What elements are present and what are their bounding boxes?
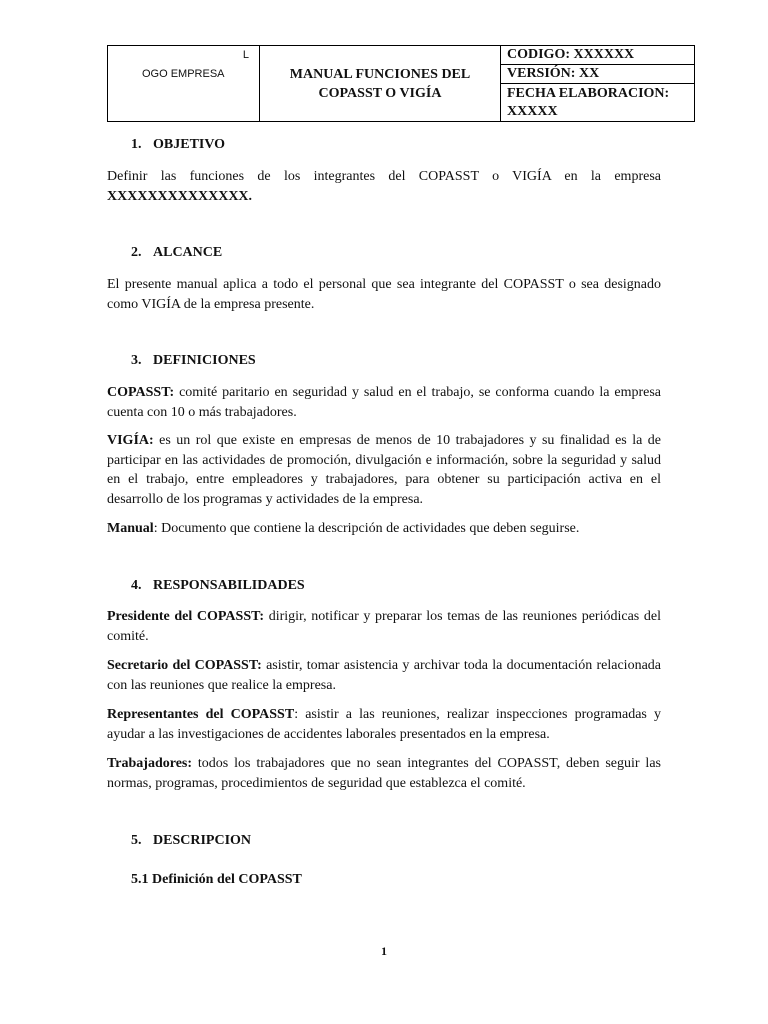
document-date	[501, 84, 695, 122]
logo-text: OGO EMPRESA	[142, 68, 225, 80]
section-number: 3.	[131, 353, 142, 368]
responsibility-text: : asistir a las reuniones, realizar inspecciones programadas y ayudar a las investigaciones de accidentes laborales presentados en la empresa.	[107, 707, 661, 742]
section-number: 4.	[131, 578, 142, 593]
section-number: 5.	[131, 833, 142, 848]
definition-term: COPASST:	[107, 385, 175, 400]
responsibility-text: asistir, tomar asistencia y archivar toda la documentación relacionada con las reuniones que realice la empresa.	[107, 658, 661, 693]
definition-term: Manual	[107, 521, 154, 536]
document-title-line1: MANUAL FUNCIONES DEL	[289, 66, 471, 82]
objetivo-text: Definir las funciones de los integrantes del COPASST o VIGÍA en la empresa	[107, 169, 661, 184]
section-heading-definiciones	[131, 353, 256, 369]
definition-term: VIGÍA:	[107, 433, 154, 448]
document-header-table	[107, 45, 695, 122]
definition-manual	[107, 519, 661, 539]
responsibility-trabajadores	[107, 754, 661, 793]
responsibility-term: Presidente del COPASST:	[107, 609, 265, 624]
responsibility-presidente	[107, 607, 661, 646]
alcance-paragraph: El presente manual aplica a todo el personal que sea integrante del COPASST o sea designado como VIGÍA de la empresa presente.	[107, 277, 661, 312]
logo-letter: L	[242, 49, 249, 61]
section-title: RESPONSABILIDADES	[153, 578, 305, 593]
objetivo-company: XXXXXXXXXXXXXX.	[107, 188, 253, 204]
responsibility-text: todos los trabajadores que no sean integrantes del COPASST, deben seguir las normas, programas, procedimientos de seguridad que establezca el comité.	[107, 756, 661, 791]
definition-text: : Documento que contiene la descripción de actividades que deben seguirse.	[153, 521, 580, 536]
section-title: OBJETIVO	[153, 137, 226, 152]
definition-copasst	[107, 383, 661, 422]
responsibility-term: Trabajadores:	[107, 756, 193, 771]
document-date-value: XXXXX	[507, 103, 558, 119]
document-version: VERSIÓN: XX	[501, 65, 695, 84]
responsibility-term: Representantes del COPASST	[107, 707, 295, 722]
document-title-line2: COPASST O VIGÍA	[318, 85, 442, 101]
section-heading-alcance	[131, 245, 222, 261]
definition-text: comité paritario en seguridad y salud en el trabajo, se conforma cuando la empresa cuenta con 10 o más trabajadores.	[107, 385, 661, 420]
page-number: 1	[381, 944, 387, 958]
section-title: DESCRIPCION	[153, 833, 252, 848]
definition-vigia	[107, 431, 661, 509]
document-date-label: FECHA ELABORACION:	[507, 85, 670, 101]
responsibility-secretario	[107, 656, 661, 695]
responsibility-text: dirigir, notificar y preparar los temas de las reuniones periódicas del comité.	[107, 609, 661, 644]
section-heading-responsabilidades	[131, 578, 305, 594]
responsibility-term: Secretario del COPASST:	[107, 658, 262, 673]
section-heading-descripcion	[131, 833, 251, 849]
section-heading-objetivo	[131, 137, 225, 153]
subsection-heading-definicion-copasst: 5.1 Definición del COPASST	[131, 872, 302, 887]
document-code: CODIGO: XXXXXX	[501, 46, 695, 65]
section-number: 2.	[131, 245, 142, 260]
section-title: DEFINICIONES	[153, 353, 256, 368]
objetivo-paragraph	[107, 167, 661, 206]
document-title	[260, 46, 501, 122]
responsibility-representantes	[107, 705, 661, 744]
section-number: 1.	[131, 137, 142, 152]
logo-placeholder	[108, 46, 260, 122]
definition-text: es un rol que existe en empresas de menos de 10 trabajadores y su finalidad es la de participar en las actividades de promoción, divulgación e información, sobre la seguridad y salud en el trabajo, entre empleadores y trabajadores, para obtener su participación activa en el desarrollo de los programas y actividades de la empresa.	[107, 433, 661, 507]
section-title: ALCANCE	[153, 245, 223, 260]
